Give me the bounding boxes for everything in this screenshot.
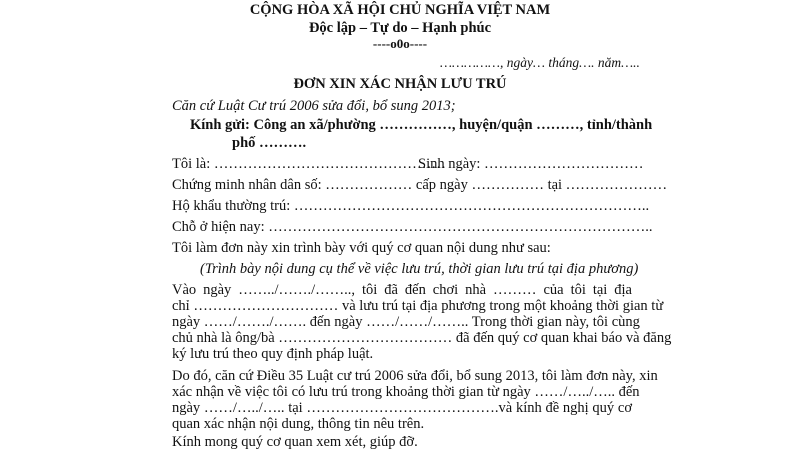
field-dob: Sinh ngày: ……………………………: [418, 156, 644, 172]
field-name: Tôi là: …………………………………………: [172, 156, 446, 172]
legal-basis: Căn cứ Luật Cư trú 2006 sửa đổi, bổ sung 2013;: [172, 98, 456, 114]
document-title: ĐƠN XIN XÁC NHẬN LƯU TRÚ: [293, 76, 507, 92]
field-current-address: Chỗ ở hiện nay: ……………………………………………………………………..: [172, 219, 653, 235]
paragraph-1-line: ngày ……/……./……. đến ngày ……/……/…….. Trong thời gian này, tôi cùng: [172, 314, 640, 330]
national-title: CỘNG HÒA XÃ HỘI CHỦ NGHĨA VIỆT NAM: [249, 2, 551, 18]
instruction-line: (Trình bày nội dung cụ thể về việc lưu trú, thời gian lưu trú tại địa phương): [200, 261, 639, 277]
paragraph-1-line: ký lưu trú theo quy định pháp luật.: [172, 346, 374, 362]
field-household: Hộ khẩu thường trú: ………………………………………………………………..: [172, 198, 650, 214]
paragraph-2-line: ngày ……/…../….. tại ………………………………….và kính đề nghị quý cơ: [172, 400, 632, 416]
ornament-divider: ----o0o----: [372, 36, 428, 51]
paragraph-2-line: xác nhận về việc tôi có lưu trú trong khoảng thời gian từ ngày ……/…../….. đến: [172, 384, 640, 400]
paragraph-2-line: Do đó, căn cứ Điều 35 Luật cư trú 2006 sửa đổi, bổ sung 2013, tôi làm đơn này, xin: [172, 368, 658, 384]
date-line: ……………, ngày… tháng…. năm…..: [440, 55, 640, 70]
paragraph-2-line: quan xác nhận nội dung, thông tin nêu trên.: [172, 416, 425, 432]
recipient-line-1: Kính gửi: Công an xã/phường ……………, huyện/quận ………, tỉnh/thành: [190, 117, 653, 133]
paragraph-1-line: chỉ ………………………… và lưu trú tại địa phương trong một khoảng thời gian từ: [172, 298, 664, 314]
recipient-line-2: phố ……….: [232, 135, 307, 151]
paragraph-1-line: Vào ngày ……../……./…….., tôi đã đến chơi nhà ……… của tôi tại địa: [172, 282, 632, 298]
paragraph-1-line: chủ nhà là ông/bà ……………………………… đã đến quý cơ quan khai báo và đăng: [172, 330, 672, 346]
closing-line: Kính mong quý cơ quan xem xét, giúp đỡ.: [172, 434, 418, 450]
intro-line: Tôi làm đơn này xin trình bày với quý cơ quan nội dung như sau:: [172, 240, 551, 256]
national-motto: Độc lập – Tự do – Hạnh phúc: [308, 20, 492, 36]
field-id-card: Chứng minh nhân dân số: ……………… cấp ngày …………… tại …………………: [172, 177, 668, 193]
